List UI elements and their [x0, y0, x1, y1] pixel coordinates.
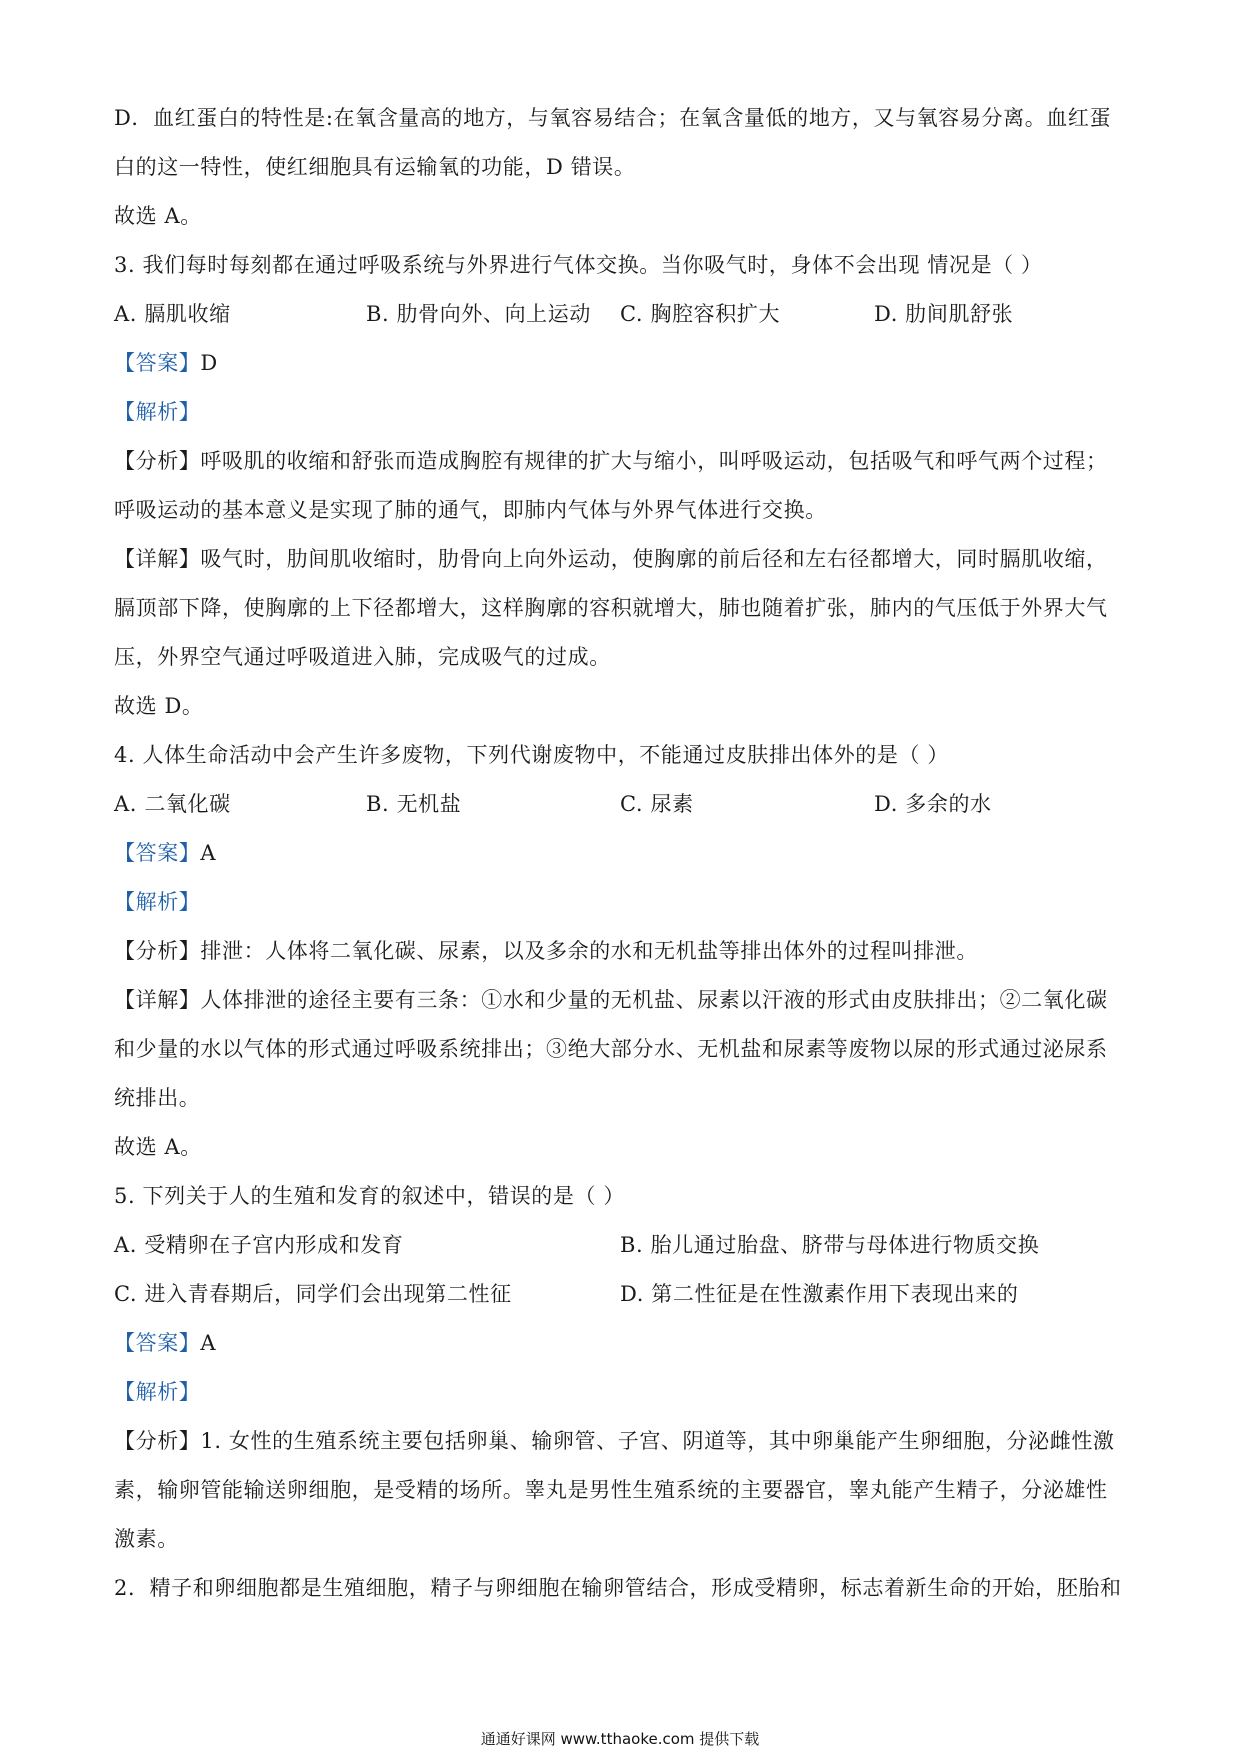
- detail-tag: 【详解】: [114, 988, 201, 1012]
- detail-tag: 【详解】: [114, 547, 201, 571]
- q4-question: 4. 人体生命活动中会产生许多废物，下列代谢废物中，不能通过皮肤排出体外的是（ ）: [114, 743, 949, 767]
- detail-text: 吸气时，肋间肌收缩时，肋骨向上向外运动，使胸廓的前后径和左右径都增大，同时膈肌收缩，: [200, 547, 1108, 571]
- fenxi-text: 排泄：人体将二氧化碳、尿素，以及多余的水和无机盐等排出体外的过程叫排泄。: [200, 939, 979, 963]
- q3-analysis-heading: [114, 397, 1134, 427]
- q5-fenxi-line1: [114, 1426, 1134, 1456]
- q3-detail-line2: 膈顶部下降，使胸廓的上下径都增大，这样胸廓的容积就增大，肺也随着扩张，肺内的气压低于外界大气: [114, 596, 1108, 620]
- answer-tag: 【答案】: [114, 351, 201, 375]
- q3-option-c: C. 胸腔容积扩大: [620, 302, 781, 326]
- q4-answer: [114, 838, 1134, 868]
- q3-option-d: D. 肋间肌舒张: [874, 302, 1014, 326]
- detail-text: 人体排泄的途径主要有三条：①水和少量的无机盐、尿素以汗液的形式由皮肤排出；②二氧化碳: [200, 988, 1108, 1012]
- q4-analysis-heading: [114, 887, 1134, 917]
- q3-fenxi-line2: 呼吸运动的基本意义是实现了肺的通气，即肺内气体与外界气体进行交换。: [114, 498, 827, 522]
- answer-value: D: [200, 351, 218, 375]
- q3-conclusion: 故选 D。: [114, 694, 204, 718]
- q2-option-d-explanation-line2: 白的这一特性，使红细胞具有运输氧的功能，D 错误。: [114, 155, 636, 179]
- q3-detail-line3: 压，外界空气通过呼吸道进入肺，完成吸气的过成。: [114, 645, 611, 669]
- analysis-tag: 【解析】: [114, 1380, 201, 1404]
- q5-point-2: 2．精子和卵细胞都是生殖细胞，精子与卵细胞在输卵管结合，形成受精卵，标志着新生命的开始，胚胎和: [114, 1576, 1122, 1600]
- fenxi-tag: 【分析】: [114, 449, 201, 473]
- analysis-tag: 【解析】: [114, 890, 201, 914]
- q3-option-b: B. 肋骨向外、向上运动: [366, 302, 591, 326]
- q3-question: 3. 我们每时每刻都在通过呼吸系统与外界进行气体交换。当你吸气时，身体不会出现 情况是（ ）: [114, 253, 1043, 277]
- page-footer: 通通好课网 www.tthaoke.com 提供下载: [480, 1730, 760, 1748]
- q5-option-b: B. 胎儿通过胎盘、脐带与母体进行物质交换: [620, 1233, 1040, 1257]
- fenxi-text: 1. 女性的生殖系统主要包括卵巢、输卵管、子宫、阴道等，其中卵巢能产生卵细胞，分泌雌性激: [200, 1429, 1115, 1453]
- q4-option-d: D. 多余的水: [874, 792, 992, 816]
- q2-option-d-explanation-line1: D．血红蛋白的特性是:在氧含量高的地方，与氧容易结合；在氧含量低的地方，又与氧容易分离。血红蛋: [114, 106, 1112, 130]
- q5-answer: [114, 1328, 1134, 1358]
- q3-detail-line1: [114, 544, 1134, 574]
- q5-option-d: D. 第二性征是在性激素作用下表现出来的: [620, 1282, 1019, 1306]
- q4-detail-line1: [114, 985, 1134, 1015]
- q4-option-a: A. 二氧化碳: [114, 792, 231, 816]
- fenxi-tag: 【分析】: [114, 1429, 201, 1453]
- q3-option-a: A. 膈肌收缩: [114, 302, 231, 326]
- q4-conclusion: 故选 A。: [114, 1135, 202, 1159]
- q3-answer: [114, 348, 1134, 378]
- fenxi-tag: 【分析】: [114, 939, 201, 963]
- q5-analysis-heading: [114, 1377, 1134, 1407]
- q5-fenxi-line2: 素，输卵管能输送卵细胞，是受精的场所。睾丸是男性生殖系统的主要器官，睾丸能产生精子，分泌雄性: [114, 1478, 1108, 1502]
- answer-tag: 【答案】: [114, 1331, 201, 1355]
- q3-fenxi-line1: [114, 446, 1134, 476]
- answer-tag: 【答案】: [114, 841, 201, 865]
- analysis-tag: 【解析】: [114, 400, 201, 424]
- q5-question: 5. 下列关于人的生殖和发育的叙述中，错误的是（ ）: [114, 1184, 625, 1208]
- q4-detail-line2: 和少量的水以气体的形式通过呼吸系统排出；③绝大部分水、无机盐和尿素等废物以尿的形式通过泌尿系: [114, 1037, 1108, 1061]
- fenxi-text: 呼吸肌的收缩和舒张而造成胸腔有规律的扩大与缩小，叫呼吸运动，包括吸气和呼气两个过程；: [200, 449, 1108, 473]
- q5-option-c: C. 进入青春期后，同学们会出现第二性征: [114, 1282, 512, 1306]
- q5-fenxi-line3: 激素。: [114, 1527, 179, 1551]
- q2-conclusion: 故选 A。: [114, 204, 202, 228]
- q4-detail-line3: 统排出。: [114, 1086, 201, 1110]
- q5-option-a: A. 受精卵在子宫内形成和发育: [114, 1233, 404, 1257]
- q4-option-c: C. 尿素: [620, 792, 694, 816]
- answer-value: A: [200, 1331, 217, 1355]
- q4-option-b: B. 无机盐: [366, 792, 462, 816]
- answer-value: A: [200, 841, 217, 865]
- q4-fenxi-line1: [114, 936, 1134, 966]
